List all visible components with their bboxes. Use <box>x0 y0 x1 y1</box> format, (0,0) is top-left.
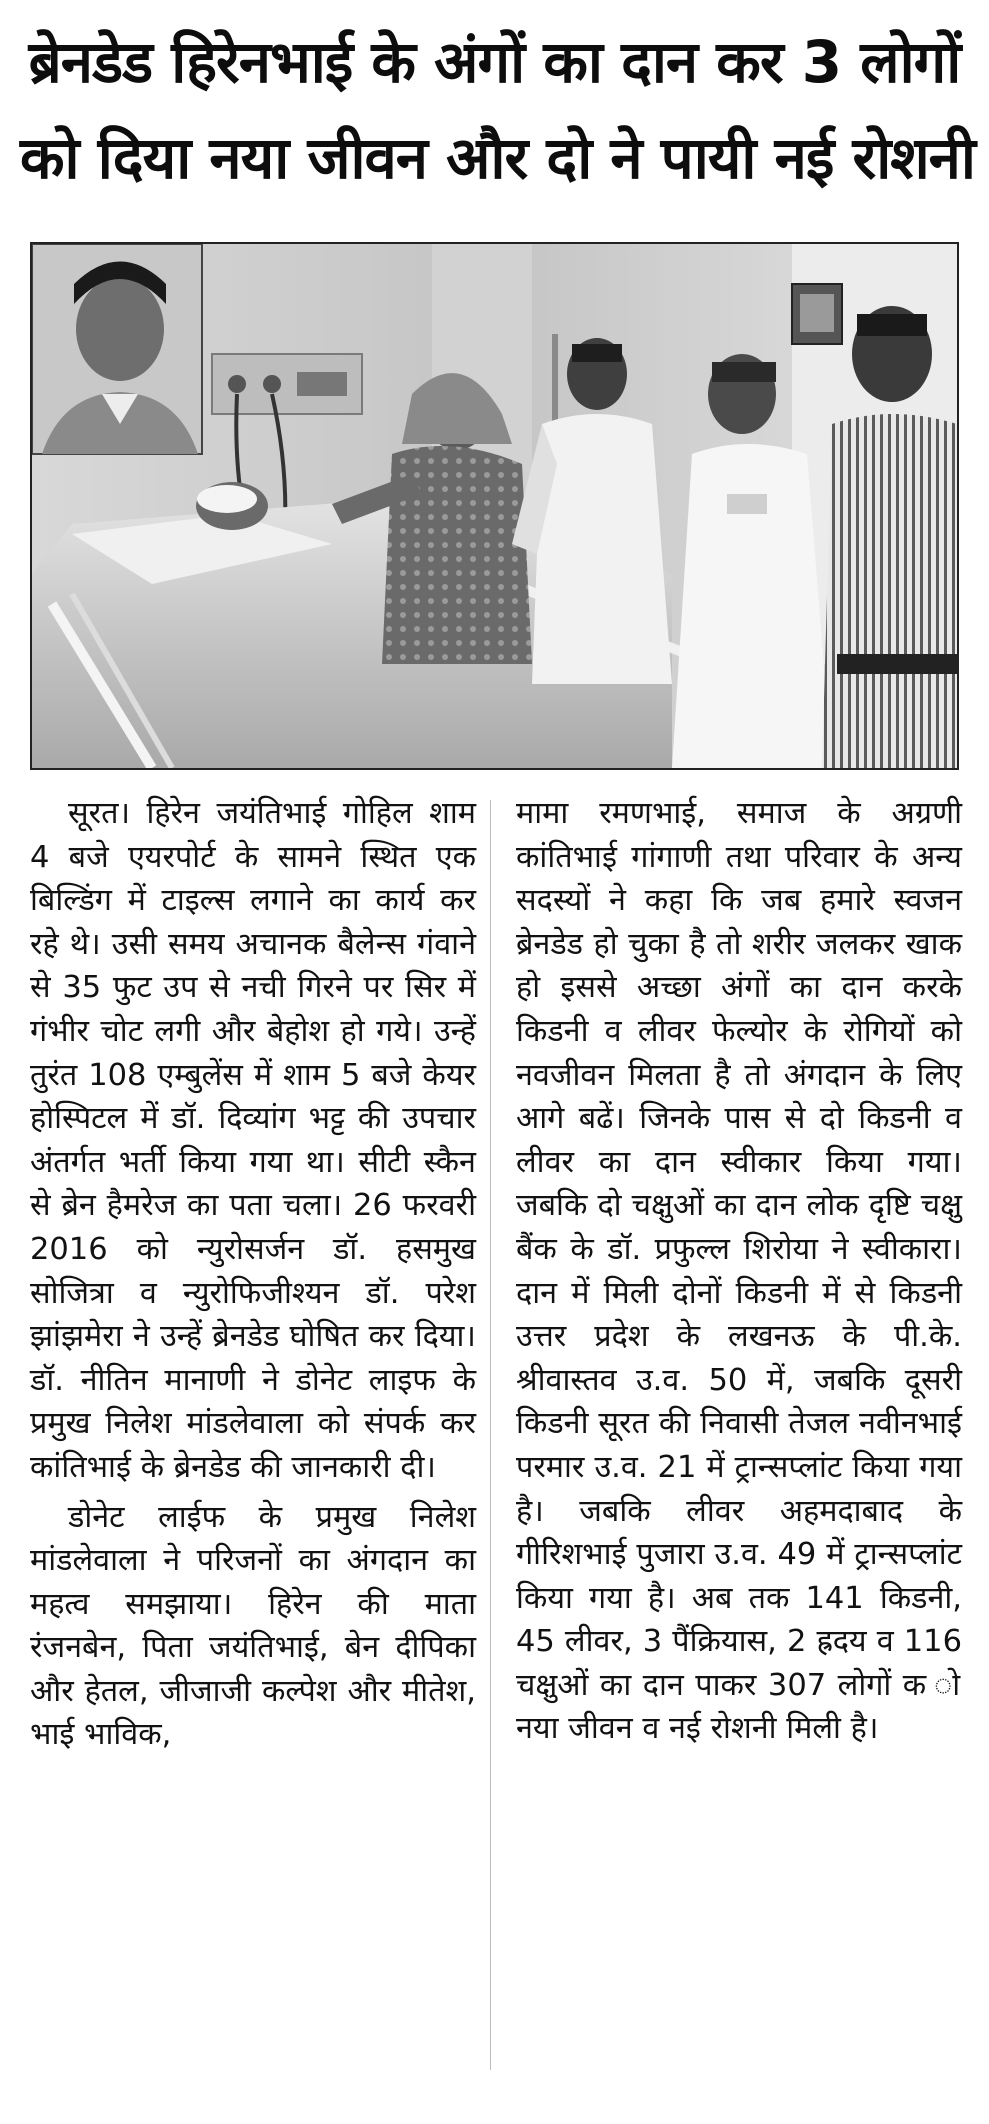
hospital-scene-photo-icon <box>32 244 957 768</box>
headline-line-2: को दिया नया जीवन और दो ने पायी नई रोशनी <box>20 124 975 192</box>
column-divider <box>490 800 491 2070</box>
article-column-left <box>30 792 476 1763</box>
article-column-right <box>516 792 962 1757</box>
headline <box>20 14 975 206</box>
headline-line-1: ब्रेनडेड हिरेनभाई के अंगों का दान कर 3 लोगों <box>28 28 961 96</box>
news-photo <box>30 242 959 770</box>
article-paragraph-3: मामा रमणभाई, समाज के अग्रणी कांतिभाई गांगाणी तथा परिवार के अन्य सदस्यों ने कहा कि जब हमारे स्वजन ब्रेनडेड हो चुका है तो शरीर जलकर खाक हो इससे अच्छा अंगों का दान करके किडनी व लीवर फेल्योर के रोगियों को नवजीवन मिलता है तो अंगदान के लिए आगे बढें। जिनके पास से दो किडनी व लीवर का दान स्वीकार किया गया। जबकि दो चक्षुओं का दान लोक दृष्टि चक्षु बैंक के डॉ. प्रफुल्ल शिरोया ने स्वीकारा। दान में मिली दोनों किडनी में से किडनी उत्तर प्रदेश के लखनऊ के पी.के. श्रीवास्तव उ.व. 50 में, जबकि दूसरी किडनी सूरत की निवासी तेजल नवीनभाई परमार उ.व. 21 में ट्रान्सप्लांट किया गया है। जबकि लीवर अहमदाबाद के गीरिशभाई पुजारा उ.व. 49 में ट्रान्सप्लांट किया गया है। अब तक 141 किडनी, 45 लीवर, 3 पैंक्रियास, 2 ह्रदय व 116 चक्षुओं का दान पाकर 307 लोगों क ो नया जीवन व नई रोशनी मिली है। <box>516 796 962 1747</box>
article-paragraph-2: डोनेट लाईफ के प्रमुख निलेश मांडलेवाला ने परिजनों का अंगदान का महत्व समझाया। हिरेन की माता रंजनबेन, पिता जयंतिभाई, बेन दीपिका और हेतल, जीजाजी कल्पेश और मीतेश, भाई भाविक, <box>30 1499 476 1753</box>
article-paragraph-1: सूरत। हिरेन जयंतिभाई गोहिल शाम 4 बजे एयरपोर्ट के सामने स्थित एक बिल्डिंग में टाइल्स लगाने का कार्य कर रहे थे। उसी समय अचानक बैलेन्स गंवाने से 35 फुट उप से नची गिरने पर सिर में गंभीर चोट लगी और बेहोश हो गये। उन्हें तुरंत 108 एम्बुलेंस में शाम 5 बजे केयर होस्पिटल में डॉ. दिव्यांग भट्ट की उपचार अंतर्गत भर्ती किया गया था। सीटी स्कैन से ब्रेन हैमरेज का पता चला। 26 फरवरी 2016 को न्युरोसर्जन डॉ. हसमुख सोजित्रा व न्युरोफिजीश्यन डॉ. परेश झांझमेरा ने उन्हें ब्रेनडेड घोषित कर दिया। डॉ. नीतिन मानाणी ने डोनेट लाइफ के प्रमुख निलेश मांडलेवाला को संपर्क कर कांतिभाई के ब्रेनडेड की जानकारी दी। <box>30 796 476 1485</box>
